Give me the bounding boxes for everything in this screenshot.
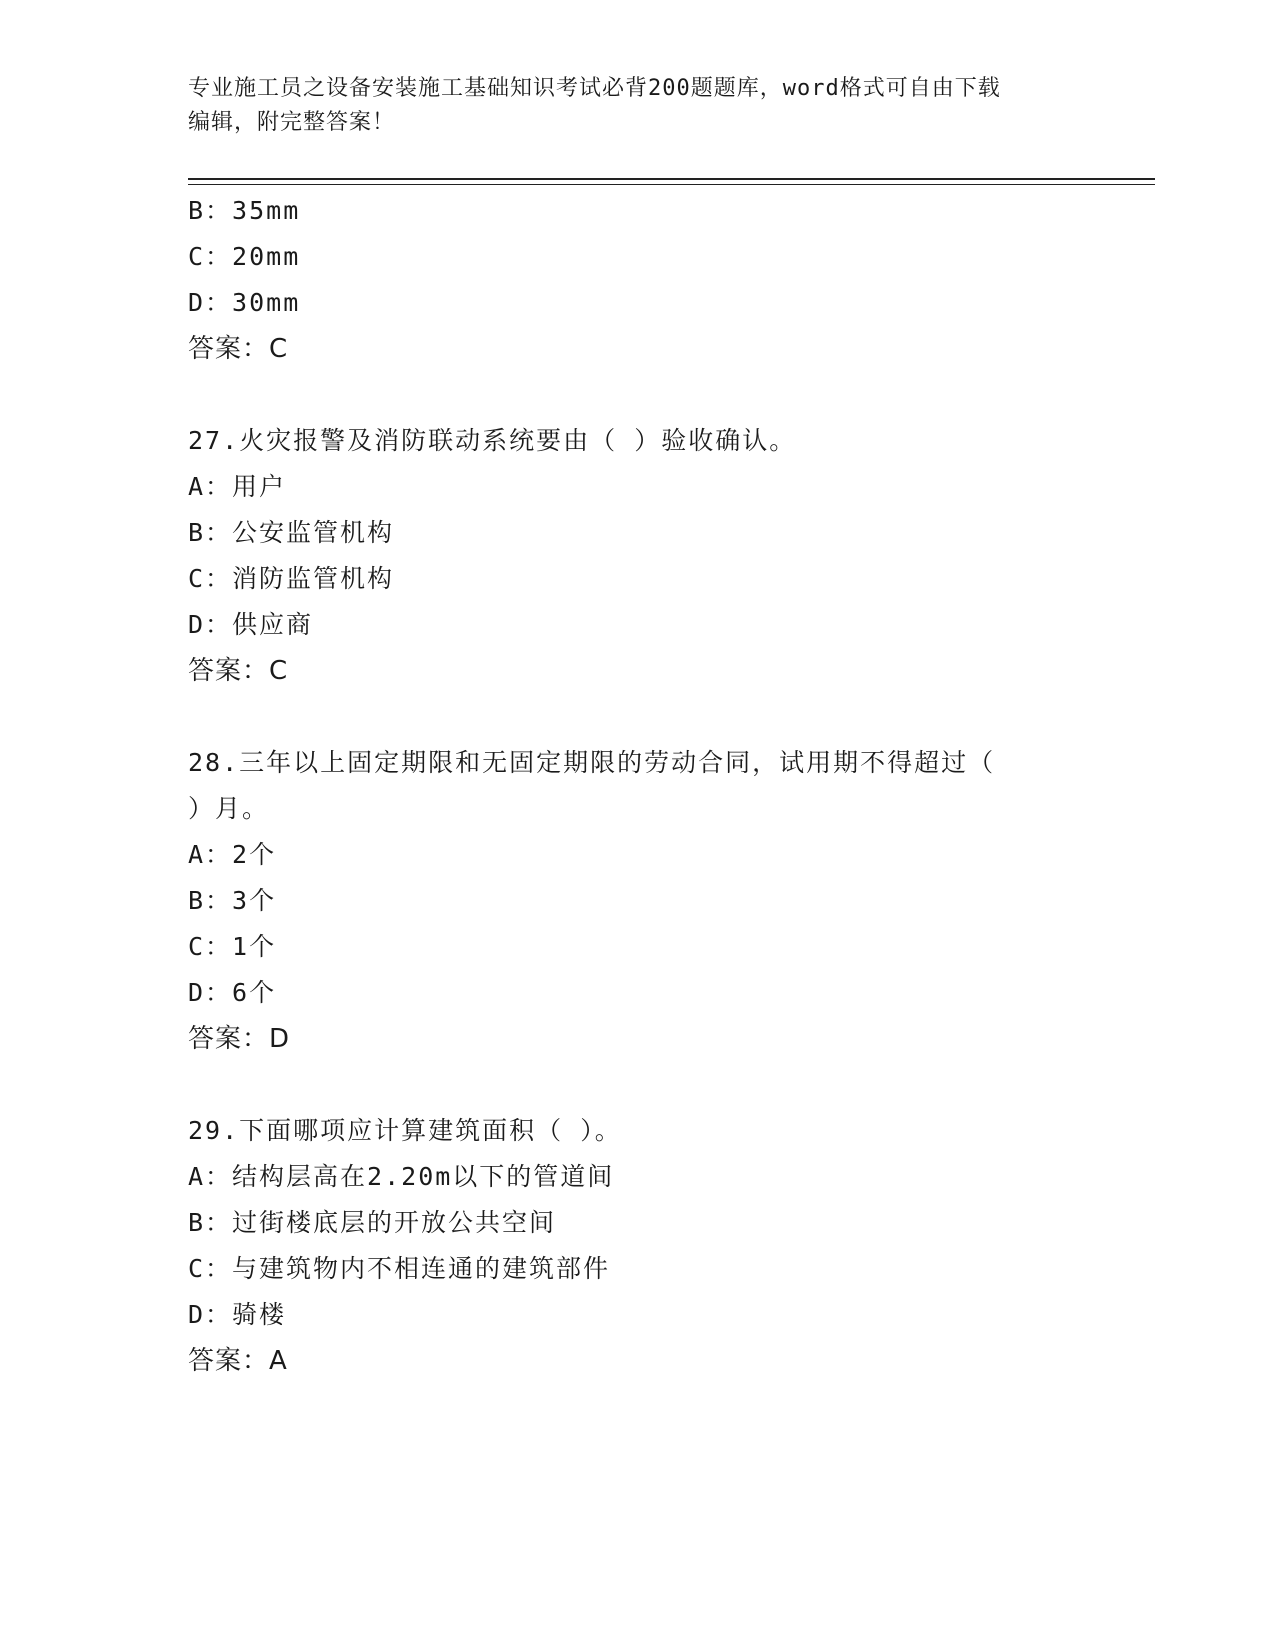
header-line-1: 专业施工员之设备安装施工基础知识考试必背200题题库，word格式可自由下载	[188, 76, 1001, 101]
question-28	[188, 740, 1088, 1062]
document-body	[188, 188, 1088, 1384]
option-a: A：结构层高在2.20m以下的管道间	[188, 1162, 615, 1191]
spacer	[188, 694, 1088, 740]
question-stem: 27.火灾报警及消防联动系统要由（ ）验收确认。	[188, 426, 797, 455]
header-line-2: 编辑，附完整答案！	[188, 110, 396, 135]
option-a: A：用户	[188, 472, 287, 501]
header-divider-thin	[188, 184, 1155, 185]
answer-line: 答案：A	[188, 1346, 288, 1376]
option-b: B：公安监管机构	[188, 518, 395, 547]
answer-line: 答案：C	[188, 334, 289, 364]
question-stem-line-1: 28.三年以上固定期限和无固定期限的劳动合同，试用期不得超过（	[188, 748, 996, 777]
option-c: C：20mm	[188, 242, 301, 271]
option-c: C：1个	[188, 932, 277, 961]
spacer	[188, 372, 1088, 418]
spacer	[188, 1062, 1088, 1108]
option-a: A：2个	[188, 840, 277, 869]
option-b: B：3个	[188, 886, 277, 915]
question-27	[188, 418, 1088, 694]
question-stem-line-2: ）月。	[188, 794, 270, 823]
document-header	[188, 72, 1088, 140]
option-d: D：骑楼	[188, 1300, 287, 1329]
option-c: C：与建筑物内不相连通的建筑部件	[188, 1254, 611, 1283]
header-divider-thick	[188, 178, 1155, 180]
question-29	[188, 1108, 1088, 1384]
option-d: D：供应商	[188, 610, 314, 639]
option-d: D：6个	[188, 978, 277, 1007]
option-d: D：30mm	[188, 288, 301, 317]
option-c: C：消防监管机构	[188, 564, 395, 593]
question-stem: 29.下面哪项应计算建筑面积（ ）。	[188, 1116, 622, 1145]
option-b: B：过街楼底层的开放公共空间	[188, 1208, 557, 1237]
answer-line: 答案：D	[188, 1024, 291, 1054]
option-b: B：35mm	[188, 196, 301, 225]
question-26-tail	[188, 188, 1088, 372]
answer-line: 答案：C	[188, 656, 289, 686]
